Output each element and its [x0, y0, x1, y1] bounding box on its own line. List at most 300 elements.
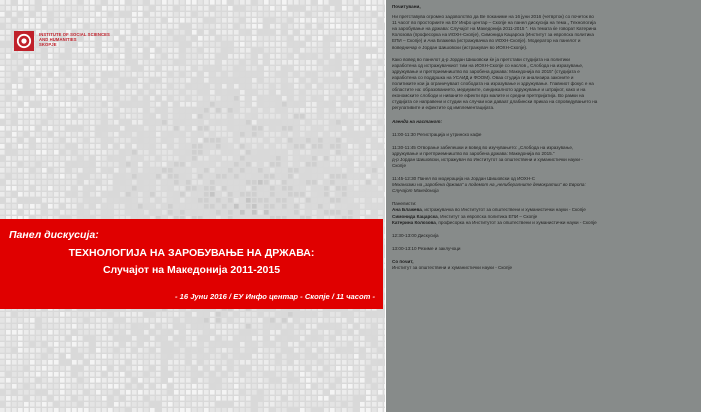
mosaic-tile [258, 72, 263, 77]
mosaic-tile [120, 66, 125, 71]
mosaic-tile [84, 18, 89, 23]
mosaic-tile [288, 318, 293, 323]
mosaic-tile [192, 168, 197, 173]
mosaic-tile [378, 198, 383, 203]
mosaic-tile [54, 84, 59, 89]
mosaic-tile [36, 150, 41, 155]
mosaic-tile [264, 126, 269, 131]
mosaic-tile [360, 372, 365, 377]
mosaic-tile [366, 18, 371, 23]
mosaic-tile [336, 354, 341, 359]
mosaic-tile [12, 144, 17, 149]
mosaic-tile [306, 384, 311, 389]
mosaic-tile [126, 354, 131, 359]
mosaic-tile [84, 84, 89, 89]
mosaic-tile [378, 324, 383, 329]
mosaic-tile [342, 360, 347, 365]
mosaic-tile [84, 330, 89, 335]
mosaic-tile [252, 192, 257, 197]
mosaic-tile [282, 180, 287, 185]
mosaic-tile [24, 144, 29, 149]
mosaic-tile [156, 36, 161, 41]
mosaic-tile [6, 408, 11, 412]
mosaic-tile [144, 30, 149, 35]
mosaic-tile [66, 312, 71, 317]
mosaic-tile [252, 150, 257, 155]
mosaic-tile [366, 36, 371, 41]
mosaic-tile [60, 84, 65, 89]
mosaic-tile [66, 6, 71, 11]
mosaic-tile [150, 12, 155, 17]
mosaic-tile [360, 192, 365, 197]
mosaic-tile [384, 66, 385, 71]
banner-label: Панел дискусија: [9, 229, 99, 241]
mosaic-tile [48, 150, 53, 155]
mosaic-tile [294, 60, 299, 65]
mosaic-tile [336, 198, 341, 203]
mosaic-tile [228, 318, 233, 323]
mosaic-tile [312, 60, 317, 65]
mosaic-tile [234, 372, 239, 377]
mosaic-tile [342, 60, 347, 65]
mosaic-tile [204, 114, 209, 119]
mosaic-tile [138, 24, 143, 29]
mosaic-tile [126, 348, 131, 353]
mosaic-tile [156, 174, 161, 179]
mosaic-tile [324, 342, 329, 347]
mosaic-tile [222, 42, 227, 47]
mosaic-tile [222, 132, 227, 137]
mosaic-tile [258, 192, 263, 197]
mosaic-tile [54, 210, 59, 215]
mosaic-tile [306, 150, 311, 155]
mosaic-tile [156, 72, 161, 77]
mosaic-tile [120, 132, 125, 137]
mosaic-tile [0, 102, 5, 107]
mosaic-tile [180, 102, 185, 107]
mosaic-tile [312, 198, 317, 203]
mosaic-tile [72, 132, 77, 137]
mosaic-tile [276, 42, 281, 47]
mosaic-tile [354, 378, 359, 383]
mosaic-tile [372, 150, 377, 155]
mosaic-tile [156, 54, 161, 59]
mosaic-tile [372, 366, 377, 371]
mosaic-tile [102, 138, 107, 143]
mosaic-tile [330, 330, 335, 335]
mosaic-tile [156, 126, 161, 131]
mosaic-tile [54, 342, 59, 347]
mosaic-tile [0, 366, 5, 371]
mosaic-tile [96, 372, 101, 377]
mosaic-tile [324, 162, 329, 167]
mosaic-tile [288, 204, 293, 209]
mosaic-tile [222, 102, 227, 107]
mosaic-tile [366, 390, 371, 395]
mosaic-tile [18, 348, 23, 353]
mosaic-tile [12, 174, 17, 179]
mosaic-tile [120, 378, 125, 383]
mosaic-tile [372, 24, 377, 29]
mosaic-tile [378, 6, 383, 11]
mosaic-tile [42, 378, 47, 383]
mosaic-tile [210, 48, 215, 53]
mosaic-tile [204, 408, 209, 412]
mosaic-tile [378, 66, 383, 71]
mosaic-tile [36, 66, 41, 71]
mosaic-tile [360, 342, 365, 347]
mosaic-tile [294, 24, 299, 29]
mosaic-tile [156, 138, 161, 143]
mosaic-tile [282, 102, 287, 107]
mosaic-tile [318, 336, 323, 341]
mosaic-tile [54, 384, 59, 389]
mosaic-tile [114, 204, 119, 209]
mosaic-tile [372, 0, 377, 5]
mosaic-tile [360, 336, 365, 341]
mosaic-tile [288, 90, 293, 95]
mosaic-tile [114, 372, 119, 377]
mosaic-tile [144, 90, 149, 95]
mosaic-tile [132, 108, 137, 113]
mosaic-tile [156, 378, 161, 383]
mosaic-tile [138, 108, 143, 113]
mosaic-tile [102, 330, 107, 335]
mosaic-tile [378, 354, 383, 359]
mosaic-tile [42, 372, 47, 377]
mosaic-tile [114, 102, 119, 107]
mosaic-tile [168, 12, 173, 17]
mosaic-tile [300, 66, 305, 71]
mosaic-tile [318, 18, 323, 23]
mosaic-tile [348, 192, 353, 197]
mosaic-tile [24, 354, 29, 359]
mosaic-tile [348, 378, 353, 383]
mosaic-tile [378, 42, 383, 47]
mosaic-tile [156, 6, 161, 11]
mosaic-tile [330, 36, 335, 41]
mosaic-tile [384, 216, 385, 221]
mosaic-tile [102, 312, 107, 317]
mosaic-tile [360, 84, 365, 89]
mosaic-tile [258, 84, 263, 89]
mosaic-tile [366, 54, 371, 59]
mosaic-tile [354, 36, 359, 41]
mosaic-tile [186, 54, 191, 59]
mosaic-tile [294, 54, 299, 59]
mosaic-tile [174, 48, 179, 53]
mosaic-tile [6, 342, 11, 347]
mosaic-tile [204, 198, 209, 203]
mosaic-tile [276, 372, 281, 377]
mosaic-tile [150, 396, 155, 401]
mosaic-tile [240, 336, 245, 341]
mosaic-tile [354, 372, 359, 377]
mosaic-tile [360, 96, 365, 101]
mosaic-tile [234, 186, 239, 191]
mosaic-tile [18, 18, 23, 23]
mosaic-tile [360, 378, 365, 383]
mosaic-tile [324, 390, 329, 395]
mosaic-tile [198, 24, 203, 29]
mosaic-tile [252, 66, 257, 71]
mosaic-tile [312, 66, 317, 71]
mosaic-tile [198, 48, 203, 53]
mosaic-tile [36, 18, 41, 23]
mosaic-tile [48, 24, 53, 29]
mosaic-tile [168, 66, 173, 71]
mosaic-tile [384, 138, 385, 143]
mosaic-tile [192, 330, 197, 335]
mosaic-tile [234, 336, 239, 341]
mosaic-tile [126, 150, 131, 155]
mosaic-tile [138, 120, 143, 125]
mosaic-tile [258, 42, 263, 47]
mosaic-tile [330, 60, 335, 65]
mosaic-tile [84, 354, 89, 359]
mosaic-tile [282, 144, 287, 149]
mosaic-tile [252, 108, 257, 113]
mosaic-tile [150, 120, 155, 125]
mosaic-tile [342, 54, 347, 59]
mosaic-tile [204, 402, 209, 407]
mosaic-tile [162, 336, 167, 341]
mosaic-tile [276, 384, 281, 389]
mosaic-tile [78, 390, 83, 395]
mosaic-tile [240, 384, 245, 389]
mosaic-tile [372, 180, 377, 185]
mosaic-tile [198, 396, 203, 401]
mosaic-tile [300, 192, 305, 197]
mosaic-tile [66, 102, 71, 107]
mosaic-tile [246, 120, 251, 125]
mosaic-tile [12, 402, 17, 407]
mosaic-tile [102, 192, 107, 197]
mosaic-tile [90, 114, 95, 119]
mosaic-tile [48, 312, 53, 317]
mosaic-tile [324, 60, 329, 65]
mosaic-tile [48, 384, 53, 389]
mosaic-tile [198, 84, 203, 89]
mosaic-tile [270, 354, 275, 359]
mosaic-tile [12, 66, 17, 71]
mosaic-tile [306, 54, 311, 59]
mosaic-tile [0, 360, 5, 365]
mosaic-tile [306, 66, 311, 71]
mosaic-tile [156, 384, 161, 389]
mosaic-tile [192, 342, 197, 347]
mosaic-tile [312, 372, 317, 377]
mosaic-tile [264, 54, 269, 59]
mosaic-tile [276, 24, 281, 29]
mosaic-tile [120, 126, 125, 131]
mosaic-tile [114, 120, 119, 125]
mosaic-tile [240, 90, 245, 95]
mosaic-tile [18, 144, 23, 149]
mosaic-tile [192, 366, 197, 371]
mosaic-tile [102, 168, 107, 173]
mosaic-tile [102, 210, 107, 215]
mosaic-tile [102, 186, 107, 191]
panelist-name: Катерина Колозова [392, 219, 436, 225]
mosaic-tile [294, 204, 299, 209]
mosaic-tile [186, 132, 191, 137]
mosaic-tile [66, 90, 71, 95]
mosaic-tile [174, 372, 179, 377]
mosaic-tile [0, 348, 5, 353]
mosaic-tile [96, 384, 101, 389]
mosaic-tile [18, 396, 23, 401]
mosaic-tile [114, 330, 119, 335]
mosaic-tile [90, 138, 95, 143]
mosaic-tile [318, 30, 323, 35]
mosaic-tile [12, 180, 17, 185]
mosaic-tile [174, 354, 179, 359]
mosaic-tile [18, 372, 23, 377]
mosaic-tile [348, 312, 353, 317]
mosaic-tile [168, 366, 173, 371]
mosaic-tile [0, 168, 5, 173]
mosaic-tile [324, 42, 329, 47]
mosaic-tile [180, 126, 185, 131]
mosaic-tile [12, 6, 17, 11]
mosaic-tile [324, 120, 329, 125]
mosaic-tile [324, 198, 329, 203]
mosaic-tile [0, 396, 5, 401]
mosaic-tile [384, 324, 385, 329]
mosaic-tile [102, 162, 107, 167]
mosaic-tile [54, 60, 59, 65]
mosaic-tile [30, 402, 35, 407]
mosaic-tile [210, 114, 215, 119]
mosaic-tile [6, 318, 11, 323]
mosaic-tile [72, 78, 77, 83]
mosaic-tile [210, 180, 215, 185]
mosaic-tile [228, 84, 233, 89]
mosaic-tile [228, 408, 233, 412]
mosaic-tile [180, 18, 185, 23]
mosaic-tile [342, 108, 347, 113]
mosaic-tile [120, 348, 125, 353]
mosaic-tile [204, 42, 209, 47]
mosaic-tile [66, 174, 71, 179]
mosaic-tile [60, 156, 65, 161]
mosaic-tile [168, 408, 173, 412]
mosaic-tile [0, 342, 5, 347]
mosaic-tile [66, 378, 71, 383]
mosaic-tile [36, 12, 41, 17]
mosaic-tile [246, 318, 251, 323]
mosaic-tile [234, 348, 239, 353]
mosaic-tile [234, 384, 239, 389]
mosaic-tile [348, 24, 353, 29]
mosaic-tile [252, 12, 257, 17]
mosaic-tile [270, 366, 275, 371]
mosaic-tile [90, 384, 95, 389]
mosaic-tile [342, 144, 347, 149]
mosaic-tile [360, 354, 365, 359]
mosaic-tile [198, 210, 203, 215]
mosaic-tile [384, 402, 385, 407]
mosaic-tile [84, 210, 89, 215]
mosaic-tile [186, 126, 191, 131]
mosaic-tile [198, 168, 203, 173]
mosaic-tile [348, 372, 353, 377]
mosaic-tile [360, 408, 365, 412]
mosaic-tile [366, 330, 371, 335]
mosaic-tile [306, 408, 311, 412]
mosaic-tile [348, 324, 353, 329]
mosaic-tile [294, 84, 299, 89]
mosaic-tile [288, 60, 293, 65]
mosaic-tile [192, 54, 197, 59]
mosaic-tile [204, 102, 209, 107]
mosaic-tile [6, 78, 11, 83]
mosaic-tile [366, 384, 371, 389]
mosaic-tile [174, 72, 179, 77]
mosaic-tile [360, 180, 365, 185]
mosaic-tile [60, 396, 65, 401]
mosaic-tile [162, 144, 167, 149]
title-banner [0, 219, 383, 309]
mosaic-tile [78, 198, 83, 203]
mosaic-tile [138, 348, 143, 353]
mosaic-tile [378, 138, 383, 143]
mosaic-tile [96, 168, 101, 173]
mosaic-tile [42, 102, 47, 107]
mosaic-tile [276, 144, 281, 149]
mosaic-tile [96, 0, 101, 5]
mosaic-tile [96, 354, 101, 359]
mosaic-tile [246, 186, 251, 191]
mosaic-tile [366, 354, 371, 359]
mosaic-tile [0, 186, 5, 191]
mosaic-tile [378, 372, 383, 377]
mosaic-tile [312, 144, 317, 149]
mosaic-tile [210, 144, 215, 149]
mosaic-tile [264, 114, 269, 119]
mosaic-tile [318, 138, 323, 143]
mosaic-tile [192, 36, 197, 41]
mosaic-tile [6, 66, 11, 71]
mosaic-tile [138, 402, 143, 407]
mosaic-tile [360, 6, 365, 11]
mosaic-tile [144, 114, 149, 119]
mosaic-tile [48, 126, 53, 131]
mosaic-tile [330, 378, 335, 383]
mosaic-tile [54, 354, 59, 359]
mosaic-tile [324, 402, 329, 407]
mosaic-tile [186, 324, 191, 329]
panelist-name: Ана Блажева [392, 207, 422, 213]
mosaic-tile [144, 318, 149, 323]
mosaic-tile [336, 342, 341, 347]
mosaic-tile [78, 12, 83, 17]
mosaic-tile [66, 348, 71, 353]
mosaic-tile [366, 96, 371, 101]
mosaic-tile [144, 66, 149, 71]
mosaic-tile [156, 354, 161, 359]
mosaic-tile [198, 312, 203, 317]
mosaic-tile [168, 396, 173, 401]
mosaic-tile [378, 330, 383, 335]
mosaic-tile [180, 168, 185, 173]
mosaic-tile [48, 0, 53, 5]
mosaic-tile [90, 126, 95, 131]
mosaic-tile [282, 126, 287, 131]
mosaic-tile [6, 126, 11, 131]
intro-line: Ни претставува огромно задоволство да Ве поканиме на 16 јуни 2016 (четврток) со почеток во [392, 14, 594, 20]
